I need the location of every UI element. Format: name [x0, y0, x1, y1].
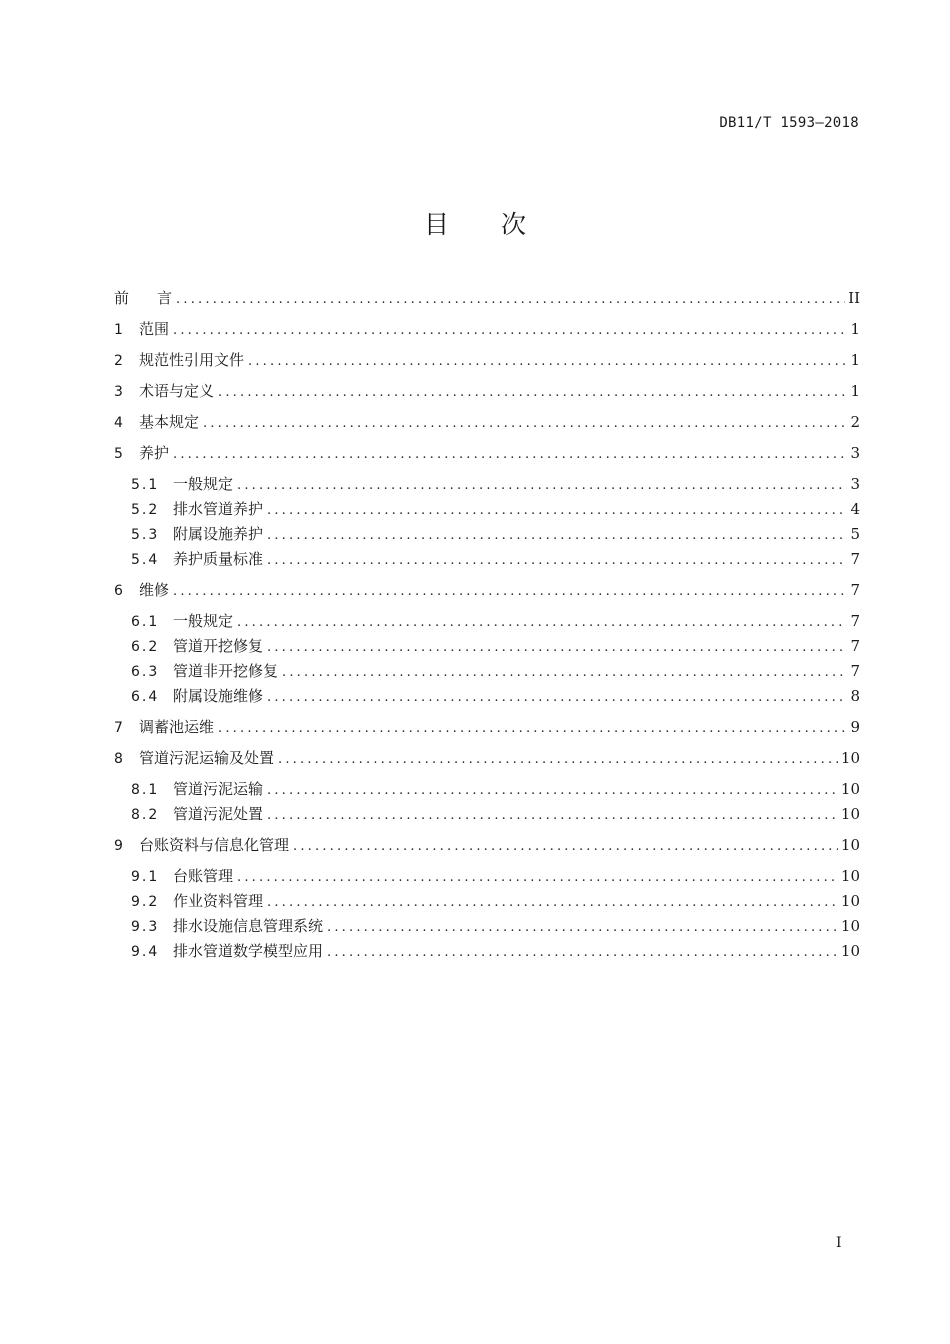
toc-dot-leader	[173, 320, 847, 342]
toc-title-char-2: 次	[501, 210, 527, 239]
toc-entry-page: 1	[850, 382, 860, 400]
toc-subentry[interactable]	[131, 610, 860, 632]
toc-entry[interactable]	[114, 834, 860, 856]
toc-dot-leader	[267, 892, 838, 914]
toc-subentry[interactable]	[131, 803, 860, 825]
footer-page-number: I	[836, 1235, 842, 1251]
toc-entry-label: 养护质量标准	[173, 550, 264, 568]
toc-entry[interactable]	[114, 579, 860, 601]
toc-entry-number: 1	[114, 322, 123, 338]
toc-entry-label: 调蓄池运维	[139, 718, 215, 736]
toc-entry-number: 6.4	[131, 689, 160, 705]
toc-entry-label: 基本规定	[139, 413, 200, 431]
toc-dot-leader	[173, 581, 847, 603]
toc-entry-label: 管道污泥运输及处置	[139, 749, 275, 767]
toc-subentry[interactable]	[131, 865, 860, 887]
toc-entry-number: 2	[114, 353, 123, 369]
toc-subentry[interactable]	[131, 548, 860, 570]
toc-entry-number: 7	[114, 720, 123, 736]
toc-entry-page: 10	[840, 836, 860, 854]
toc-entry-label: 排水管道养护	[173, 500, 264, 518]
toc-dot-leader	[267, 687, 847, 709]
toc-entry-number: 9	[114, 838, 123, 854]
toc-entry-label: 养护	[139, 444, 170, 462]
toc-entry-label: 台账资料与信息化管理	[139, 836, 290, 854]
toc-entry[interactable]	[114, 349, 860, 371]
toc-dot-leader	[267, 637, 847, 659]
toc-entry[interactable]	[114, 442, 860, 464]
toc-entry-page: 1	[850, 320, 860, 338]
toc-entry-label: 管道污泥处置	[173, 805, 264, 823]
toc-entry-number: 5.4	[131, 552, 160, 568]
toc-dot-leader	[267, 525, 847, 547]
toc-entry-page: 10	[840, 780, 860, 798]
toc-entry-number: 6.3	[131, 664, 160, 680]
toc-entry-number: 9.2	[131, 894, 160, 910]
toc-entry-preface[interactable]	[114, 287, 860, 309]
toc-entry-number: 5.1	[131, 477, 160, 493]
toc-entry-label: 排水设施信息管理系统	[173, 917, 324, 935]
toc-dot-leader	[203, 413, 847, 435]
toc-entry-number: 6	[114, 583, 123, 599]
toc-subentry[interactable]	[131, 915, 860, 937]
toc-entry-page: 1	[850, 351, 860, 369]
toc-entry[interactable]	[114, 411, 860, 433]
toc-entry-number: 5	[114, 446, 123, 462]
toc-entry-label: 排水管道数学模型应用	[173, 942, 324, 960]
toc-entry-number: 5.2	[131, 502, 160, 518]
toc-entry-page: 8	[850, 687, 860, 705]
toc-subentry[interactable]	[131, 473, 860, 495]
toc-subentry[interactable]	[131, 635, 860, 657]
toc-entry-label: 一般规定	[173, 612, 234, 630]
toc-dot-leader	[327, 917, 838, 939]
toc-dot-leader	[267, 550, 847, 572]
toc-entry-page: 3	[850, 444, 860, 462]
toc-entry-page: 7	[850, 637, 860, 655]
toc-dot-leader	[248, 351, 847, 373]
toc-entry[interactable]	[114, 380, 860, 402]
toc-entry-number: 6.2	[131, 639, 160, 655]
toc-entry-page: II	[848, 289, 860, 307]
toc-title-char-1: 目	[423, 210, 449, 239]
toc-dot-leader	[237, 475, 847, 497]
toc-entry-number: 8	[114, 751, 123, 767]
toc-dot-leader	[267, 805, 838, 827]
toc-entry-number: 9.3	[131, 919, 160, 935]
toc-entry-label: 作业资料管理	[173, 892, 264, 910]
toc-entry-number: 8.2	[131, 807, 160, 823]
toc-entry[interactable]	[114, 716, 860, 738]
toc-entry-number: 3	[114, 384, 123, 400]
toc-entry-number: 4	[114, 415, 123, 431]
toc-entry-page: 7	[850, 581, 860, 599]
toc-dot-leader	[176, 289, 845, 311]
toc-dot-leader	[237, 867, 838, 889]
toc-entry-label: 前 言	[114, 289, 173, 307]
toc-entry-label: 管道污泥运输	[173, 780, 264, 798]
toc-dot-leader	[278, 749, 838, 771]
toc-entry-number: 9.1	[131, 869, 160, 885]
document-code: DB11/T 1593—2018	[719, 115, 859, 131]
toc-dot-leader	[267, 780, 838, 802]
toc-entry-label: 范围	[139, 320, 170, 338]
toc-entry-page: 10	[840, 892, 860, 910]
toc-title	[0, 205, 950, 241]
toc-entry-page: 5	[850, 525, 860, 543]
toc-subentry[interactable]	[131, 890, 860, 912]
toc-entry-label: 附属设施维修	[173, 687, 264, 705]
toc-entry-page: 10	[840, 867, 860, 885]
toc-subentry[interactable]	[131, 498, 860, 520]
toc-entry-page: 9	[850, 718, 860, 736]
toc-entry-page: 4	[850, 500, 860, 518]
toc-entry-page: 7	[850, 662, 860, 680]
toc-entry-label: 维修	[139, 581, 170, 599]
toc-dot-leader	[293, 836, 838, 858]
toc-entry-label: 附属设施养护	[173, 525, 264, 543]
toc-entry-label: 台账管理	[173, 867, 234, 885]
toc-entry-page: 3	[850, 475, 860, 493]
toc-dot-leader	[173, 444, 847, 466]
toc-entry-page: 10	[840, 917, 860, 935]
toc-subentry[interactable]	[131, 685, 860, 707]
toc-entry-number: 9.4	[131, 944, 160, 960]
toc-entry-number: 8.1	[131, 782, 160, 798]
toc-entry-number: 6.1	[131, 614, 160, 630]
toc-entry-number: 5.3	[131, 527, 160, 543]
toc-dot-leader	[237, 612, 847, 634]
toc-entry-page: 7	[850, 550, 860, 568]
toc-subentry[interactable]	[131, 660, 860, 682]
toc-entry-page: 7	[850, 612, 860, 630]
toc-entry[interactable]	[114, 318, 860, 340]
toc-entry-label: 一般规定	[173, 475, 234, 493]
toc-dot-leader	[218, 382, 847, 404]
toc-dot-leader	[218, 718, 847, 740]
toc-entry-label: 管道开挖修复	[173, 637, 264, 655]
toc-entry-page: 2	[850, 413, 860, 431]
toc-entry-page: 10	[840, 942, 860, 960]
toc-subentry[interactable]	[131, 778, 860, 800]
toc-dot-leader	[327, 942, 838, 964]
toc-subentry[interactable]	[131, 940, 860, 962]
toc-entry-label: 管道非开挖修复	[173, 662, 279, 680]
toc-subentry[interactable]	[131, 523, 860, 545]
toc-dot-leader	[267, 500, 847, 522]
toc-dot-leader	[282, 662, 847, 684]
toc-entry-label: 规范性引用文件	[139, 351, 245, 369]
toc-entry[interactable]	[114, 747, 860, 769]
toc-entry-page: 10	[840, 749, 860, 767]
toc-entry-label: 术语与定义	[139, 382, 215, 400]
toc-entry-page: 10	[840, 805, 860, 823]
